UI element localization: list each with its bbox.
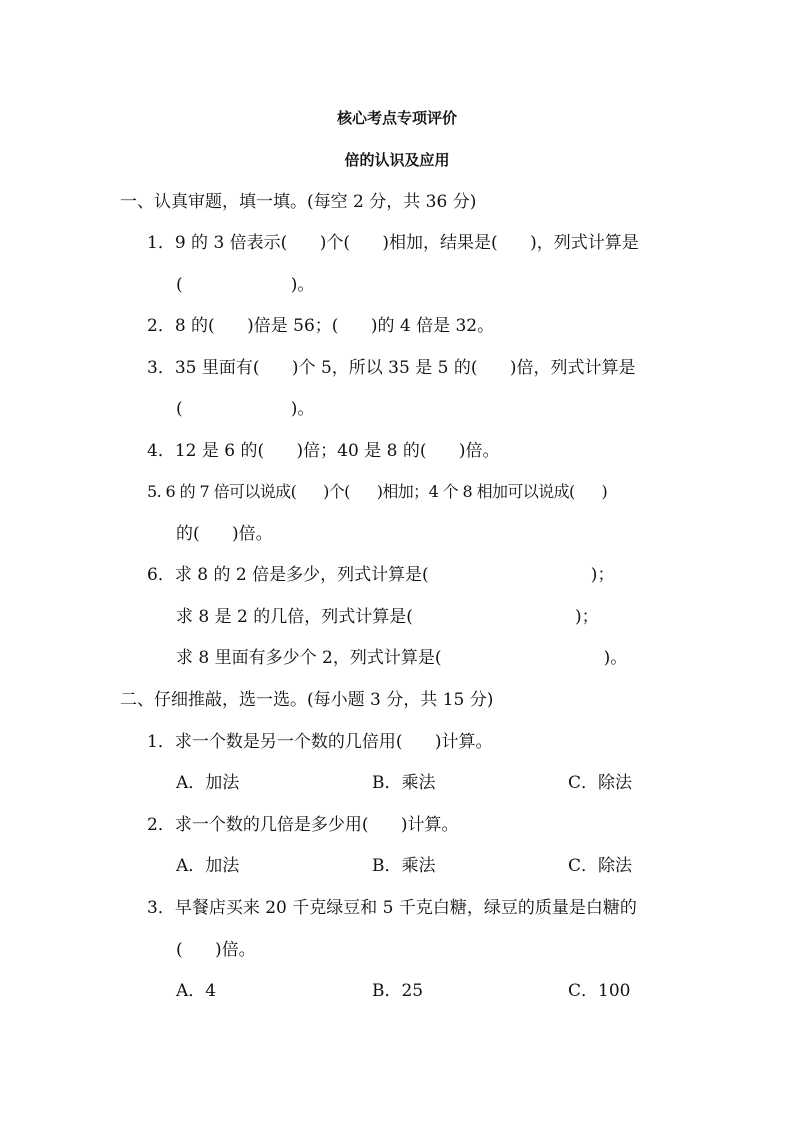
page-title: 核心考点专项评价 bbox=[336, 109, 457, 127]
question-1-6-line-1: 6．求 8 的 2 倍是多少，列式计算是( )； bbox=[147, 565, 615, 585]
option-2-1-a: A．加法 bbox=[176, 773, 240, 793]
question-1-6-line-3: 求 8 里面有多少个 2，列式计算是( )。 bbox=[176, 648, 628, 668]
question-1-4: 4．12 是 6 的( )倍；40 是 8 的( )倍。 bbox=[147, 441, 500, 461]
section-2-heading: 二、仔细推敲，选一选。(每小题 3 分，共 15 分) bbox=[120, 690, 494, 710]
question-2-3-line-1: 3．早餐店买来 20 千克绿豆和 5 千克白糖，绿豆的质量是白糖的 bbox=[147, 898, 637, 918]
option-2-2-c: C．除法 bbox=[568, 856, 633, 876]
option-2-3-a: A．4 bbox=[176, 981, 217, 1001]
question-1-2: 2．8 的( )倍是 56；( )的 4 倍是 32。 bbox=[147, 316, 495, 336]
option-2-2-b: B．乘法 bbox=[372, 856, 436, 876]
question-1-5-line-1: 5. 6 的 7 倍可以说成( )个( )相加；4 个 8 相加可以说成( ) bbox=[147, 482, 608, 501]
question-1-6-line-2: 求 8 是 2 的几倍，列式计算是( )； bbox=[176, 607, 599, 627]
question-2-3-line-2: ( )倍。 bbox=[176, 940, 256, 960]
question-2-1: 1．求一个数是另一个数的几倍用( )计算。 bbox=[147, 732, 493, 752]
question-1-1-line-2: ( )。 bbox=[176, 275, 315, 295]
option-2-1-b: B．乘法 bbox=[372, 773, 436, 793]
option-2-2-a: A．加法 bbox=[176, 856, 240, 876]
question-1-3-line-2: ( )。 bbox=[176, 399, 315, 419]
section-1-heading: 一、认真审题，填一填。(每空 2 分，共 36 分) bbox=[120, 192, 477, 212]
question-1-3-line-1: 3．35 里面有( )个 5，所以 35 是 5 的( )倍，列式计算是 bbox=[147, 358, 636, 378]
question-1-1-line-1: 1．9 的 3 倍表示( )个( )相加，结果是( )，列式计算是 bbox=[147, 233, 639, 253]
option-2-3-c: C．100 bbox=[568, 981, 631, 1001]
option-2-3-b: B．25 bbox=[372, 981, 424, 1001]
option-2-1-c: C．除法 bbox=[568, 773, 633, 793]
question-1-5-line-2: 的( )倍。 bbox=[176, 524, 273, 544]
question-2-2: 2．求一个数的几倍是多少用( )计算。 bbox=[147, 815, 459, 835]
page-subtitle: 倍的认识及应用 bbox=[344, 151, 450, 169]
